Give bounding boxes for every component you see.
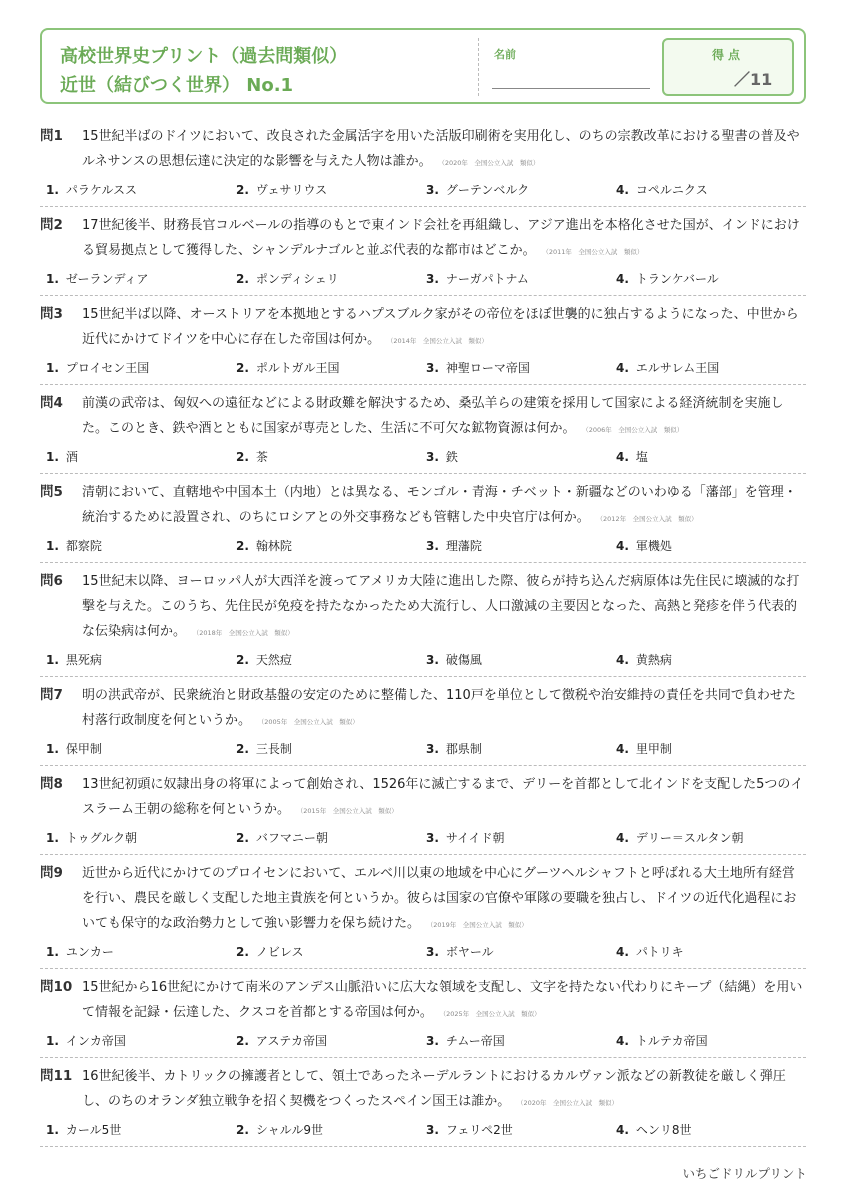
option-number: 4. (616, 742, 629, 756)
score-box (662, 38, 794, 96)
question-item (40, 563, 806, 677)
answer-option[interactable] (616, 651, 806, 669)
option-number: 1. (46, 450, 59, 464)
answer-options (46, 829, 806, 847)
question-number: 問8 (40, 776, 63, 792)
option-label: ナーガパトナム (445, 272, 529, 286)
option-number: 3. (426, 831, 439, 845)
option-number: 3. (426, 272, 439, 286)
question-number: 問6 (40, 573, 63, 589)
answer-option[interactable] (616, 1121, 806, 1139)
option-label: トランケバール (635, 272, 719, 286)
answer-option[interactable] (236, 270, 426, 288)
option-number: 2. (236, 539, 249, 553)
question-source: （2019年 全国公立入試 類似） (430, 921, 528, 929)
answer-options (46, 1121, 806, 1139)
question-item (40, 296, 806, 385)
question-body: 近世から近代にかけてのプロイセンにおいて、エルベ川以東の地域を中心にグーツヘルシャフトと呼ばれる大土地所有経営を行い、農民を厳しく支配した地主貴族を何というか。彼らは国家の官僚や軍隊の要職を独占し、ドイツの近代化過程においても保守的な政治勢力として強い影響力を保ち続けた。 (82, 866, 797, 931)
question-text (82, 213, 806, 265)
answer-option[interactable] (46, 448, 236, 466)
option-label: トゥグルク朝 (65, 831, 138, 845)
score-total: ／11 (734, 70, 773, 89)
question-source: （2020年 全国公立入試 類似） (441, 159, 540, 167)
option-number: 4. (616, 945, 629, 959)
question-header (40, 772, 806, 824)
option-number: 3. (426, 183, 439, 197)
question-body: 16世紀後半、カトリックの擁護者として、領土であったネーデルラントにおけるカルヴァン派などの新教徒を厳しく弾圧し、のちのオランダ独立戦争を招く契機をつくったスペイン国王は誰か。 (82, 1069, 786, 1109)
answer-option[interactable] (426, 359, 616, 377)
answer-option[interactable] (616, 829, 806, 847)
question-body: 明の洪武帝が、民衆統治と財政基盤の安定のために整備した、110戸を単位として徴税や治安維持の責任を共同で負わせた村落行政制度を何というか。 (82, 688, 796, 728)
header-divider (478, 38, 479, 96)
question-header (40, 569, 806, 646)
answer-option[interactable] (616, 448, 806, 466)
name-field[interactable] (492, 88, 650, 89)
answer-option[interactable] (46, 740, 236, 758)
answer-option[interactable] (616, 537, 806, 555)
option-number: 1. (46, 539, 59, 553)
question-header (40, 975, 806, 1027)
question-number: 問10 (40, 979, 73, 995)
option-number: 2. (236, 450, 249, 464)
option-number: 1. (46, 1123, 59, 1137)
option-number: 3. (426, 361, 439, 375)
answer-option[interactable] (426, 181, 616, 199)
question-number: 問11 (40, 1068, 73, 1084)
option-number: 2. (236, 1034, 249, 1048)
question-source: （2018年 全国公立入試 類似） (196, 629, 294, 637)
answer-options (46, 740, 806, 758)
answer-option[interactable] (426, 448, 616, 466)
answer-options (46, 448, 806, 466)
question-body: 17世紀後半、財務長官コルベールの指導のもとで東インド会社を再組織し、アジア進出を本格化させた国が、インドにおける貿易拠点として獲得した、シャンデルナゴルと並ぶ代表的な都市はどこか。 (82, 218, 800, 258)
question-item (40, 1058, 806, 1147)
option-number: 2. (236, 831, 249, 845)
question-source: （2006年 全国公立入試 類似） (585, 426, 684, 434)
question-text (82, 480, 806, 532)
option-number: 2. (236, 272, 249, 286)
question-item (40, 677, 806, 766)
answer-option[interactable] (236, 1032, 426, 1050)
option-label: 三長制 (255, 742, 292, 756)
question-item (40, 118, 806, 207)
option-number: 1. (46, 945, 59, 959)
option-label: 翰林院 (255, 539, 292, 553)
question-number: 問4 (40, 395, 63, 411)
option-label: コペルニクス (635, 183, 708, 197)
option-label: 天然痘 (255, 653, 292, 667)
answer-option[interactable] (46, 181, 236, 199)
question-number: 問1 (40, 128, 63, 144)
answer-option[interactable] (616, 270, 806, 288)
option-label: デリー＝スルタン朝 (635, 831, 744, 845)
option-number: 2. (236, 742, 249, 756)
answer-option[interactable] (236, 651, 426, 669)
option-label: ヴェサリウス (255, 183, 328, 197)
question-source: （2005年 全国公立入試 類似） (261, 718, 359, 726)
question-text (82, 302, 806, 354)
option-label: チムー帝国 (445, 1034, 505, 1048)
answer-option[interactable] (616, 1032, 806, 1050)
option-number: 1. (46, 183, 59, 197)
answer-options (46, 359, 806, 377)
answer-option[interactable] (46, 1032, 236, 1050)
option-label: ボヤール (445, 945, 494, 959)
option-number: 3. (426, 1034, 439, 1048)
option-label: プロイセン王国 (65, 361, 150, 375)
option-label: 茶 (255, 450, 268, 464)
option-number: 4. (616, 1123, 629, 1137)
question-text (82, 772, 806, 824)
question-body: 清朝において、直轄地や中国本土（内地）とは異なる、モンゴル・青海・チベット・新疆などのいわゆる「藩部」を管理・統治するために設置され、のちにロシアとの外交事務なども管轄した中央官庁は何か。 (82, 485, 797, 525)
answer-options (46, 270, 806, 288)
question-source: （2020年 全国公立入試 類似） (520, 1099, 619, 1107)
option-number: 2. (236, 653, 249, 667)
option-label: 保甲制 (65, 742, 102, 756)
question-source: （2014年 全国公立入試 類似） (390, 337, 488, 345)
question-header (40, 683, 806, 735)
worksheet-subtitle: 近世（結びつく世界） No.1 (60, 75, 294, 96)
question-header (40, 124, 806, 176)
answer-option[interactable] (426, 1032, 616, 1050)
question-item (40, 969, 806, 1058)
option-number: 1. (46, 831, 59, 845)
option-number: 4. (616, 272, 629, 286)
option-number: 4. (616, 1034, 629, 1048)
question-item (40, 766, 806, 855)
answer-option[interactable] (236, 537, 426, 555)
question-source: （2012年 全国公立入試 類似） (599, 515, 698, 523)
option-label: サイイド朝 (445, 831, 505, 845)
answer-options (46, 537, 806, 555)
option-number: 4. (616, 450, 629, 464)
option-label: 理藩院 (445, 539, 482, 553)
question-header (40, 1064, 806, 1116)
option-label: ポルトガル王国 (255, 361, 340, 375)
answer-option[interactable] (236, 1121, 426, 1139)
option-number: 3. (426, 945, 439, 959)
answer-option[interactable] (46, 943, 236, 961)
option-label: フェリペ2世 (445, 1123, 513, 1137)
option-label: ポンディシェリ (255, 272, 339, 286)
score-label: 得点 (711, 48, 744, 62)
option-number: 1. (46, 1034, 59, 1048)
option-label: グーテンベルク (445, 183, 530, 197)
name-label: 名前 (494, 48, 516, 61)
question-number: 問9 (40, 865, 63, 881)
answer-option[interactable] (46, 829, 236, 847)
option-number: 4. (616, 539, 629, 553)
option-label: アステカ帝国 (255, 1034, 327, 1048)
option-label: 鉄 (445, 450, 458, 464)
answer-option[interactable] (426, 829, 616, 847)
question-body: 13世紀初頭に奴隷出身の将軍によって創始され、1526年に滅亡するまで、デリーを首都として北インドを支配した5つのイスラーム王朝の総称を何というか。 (82, 777, 804, 817)
question-text (82, 1064, 806, 1116)
answer-options (46, 1032, 806, 1050)
answer-option[interactable] (46, 270, 236, 288)
option-label: トルテカ帝国 (635, 1034, 708, 1048)
answer-option[interactable] (236, 829, 426, 847)
answer-option[interactable] (616, 943, 806, 961)
option-number: 1. (46, 272, 59, 286)
answer-option[interactable] (236, 181, 426, 199)
option-number: 2. (236, 945, 249, 959)
question-item (40, 474, 806, 563)
option-label: 黄熱病 (635, 653, 672, 667)
option-label: シャルル9世 (255, 1123, 324, 1137)
worksheet-title: 高校世界史プリント（過去問類似） (60, 46, 348, 67)
question-body: 15世紀から16世紀にかけて南米のアンデス山脈沿いに広大な領域を支配し、文字を持たない代わりにキープ（結縄）を用いて情報を記録・伝達した、クスコを首都とする帝国は何か。 (82, 980, 803, 1020)
option-label: カール5世 (65, 1123, 122, 1137)
option-number: 3. (426, 539, 439, 553)
option-label: 軍機処 (635, 539, 672, 553)
option-number: 1. (46, 742, 59, 756)
question-text (82, 391, 806, 443)
question-header (40, 480, 806, 532)
option-label: 都察院 (65, 539, 102, 553)
option-label: エルサレム王国 (635, 361, 720, 375)
answer-option[interactable] (426, 537, 616, 555)
answer-option[interactable] (236, 740, 426, 758)
question-source: （2025年 全国公立入試 類似） (442, 1010, 541, 1018)
answer-options (46, 943, 806, 961)
answer-options (46, 181, 806, 199)
question-header (40, 391, 806, 443)
option-number: 2. (236, 1123, 249, 1137)
question-number: 問7 (40, 687, 63, 703)
option-label: バフマニー朝 (255, 831, 328, 845)
question-source: （2015年 全国公立入試 類似） (300, 807, 398, 815)
question-number: 問5 (40, 484, 63, 500)
option-label: 里甲制 (635, 742, 672, 756)
option-label: インカ帝国 (65, 1034, 126, 1048)
option-number: 2. (236, 183, 249, 197)
option-label: ユンカー (65, 945, 114, 959)
question-source: （2011年 全国公立入試 類似） (545, 248, 644, 256)
option-label: ヘンリ8世 (635, 1123, 692, 1137)
question-text (82, 683, 806, 735)
option-number: 4. (616, 183, 629, 197)
question-body: 15世紀半ば以降、オーストリアを本拠地とするハプスブルク家がその帝位をほぼ世襲的に独占するようになった、中世から近代にかけてドイツを中心に存在した帝国は何か。 (82, 307, 799, 347)
question-header (40, 302, 806, 354)
answer-option[interactable] (46, 651, 236, 669)
option-number: 4. (616, 653, 629, 667)
worksheet-header (40, 28, 806, 104)
option-number: 3. (426, 742, 439, 756)
answer-option[interactable] (236, 359, 426, 377)
question-header (40, 213, 806, 265)
option-number: 4. (616, 361, 629, 375)
question-item (40, 207, 806, 296)
option-label: ノビレス (255, 945, 304, 959)
answer-option[interactable] (46, 537, 236, 555)
question-text (82, 975, 806, 1027)
answer-option[interactable] (236, 943, 426, 961)
question-text (82, 861, 806, 938)
answer-option[interactable] (426, 943, 616, 961)
question-text (82, 569, 806, 646)
question-text (82, 124, 806, 176)
footer-brand: いちごドリルプリント (682, 1166, 807, 1181)
option-number: 4. (616, 831, 629, 845)
question-body: 15世紀半ばのドイツにおいて、改良された金属活字を用いた活版印刷術を実用化し、のちの宗教改革における聖書の普及やルネサンスの思想伝達に決定的な影響を与えた人物は誰か。 (82, 129, 800, 169)
option-label: 破傷風 (445, 653, 482, 667)
answer-option[interactable] (426, 1121, 616, 1139)
answer-option[interactable] (236, 448, 426, 466)
answer-option[interactable] (616, 181, 806, 199)
option-number: 3. (426, 653, 439, 667)
question-number: 問3 (40, 306, 63, 322)
option-number: 3. (426, 1123, 439, 1137)
answer-option[interactable] (46, 359, 236, 377)
question-header (40, 861, 806, 938)
option-label: ゼーランディア (65, 272, 149, 286)
option-label: 郡県制 (445, 742, 482, 756)
question-number: 問2 (40, 217, 63, 233)
option-label: 酒 (65, 450, 78, 464)
option-number: 3. (426, 450, 439, 464)
answer-option[interactable] (616, 359, 806, 377)
question-item (40, 385, 806, 474)
question-body: 15世紀末以降、ヨーロッパ人が大西洋を渡ってアメリカ大陸に進出した際、彼らが持ち込んだ病原体は先住民に壊滅的な打撃を与えた。このうち、先住民が免疫を持たなかったため大流行し、人口激減の主要因となった、高熱と発疹を伴う代表的な伝染病は何か。 (82, 574, 800, 639)
option-number: 1. (46, 653, 59, 667)
option-label: 塩 (635, 450, 648, 464)
option-label: パトリキ (635, 945, 684, 959)
option-label: 黒死病 (65, 653, 102, 667)
answer-option[interactable] (426, 270, 616, 288)
question-body: 前漢の武帝は、匈奴への遠征などによる財政難を解決するため、桑弘羊らの建策を採用して国家による経済統制を実施した。このとき、鉄や酒とともに国家が専売とした、生活に不可欠な鉱物資源は何か。 (82, 396, 784, 436)
option-number: 2. (236, 361, 249, 375)
option-label: パラケルスス (65, 183, 137, 197)
answer-option[interactable] (46, 1121, 236, 1139)
answer-options (46, 651, 806, 669)
option-number: 1. (46, 361, 59, 375)
option-label: 神聖ローマ帝国 (445, 361, 530, 375)
question-item (40, 855, 806, 969)
answer-option[interactable] (616, 740, 806, 758)
question-list (40, 118, 806, 1147)
answer-option[interactable] (426, 740, 616, 758)
answer-option[interactable] (426, 651, 616, 669)
